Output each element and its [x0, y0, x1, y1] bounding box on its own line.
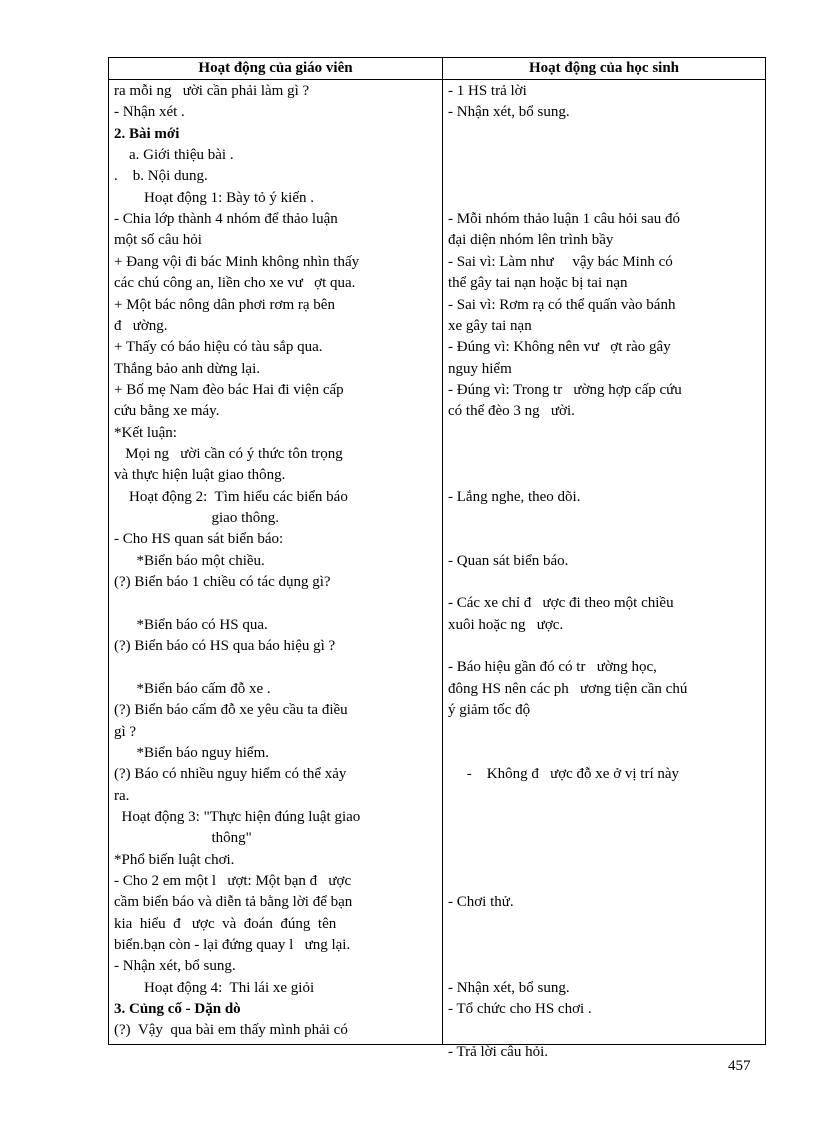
teacher-line: . b. Nội dung.: [114, 168, 208, 185]
header-teacher: Hoạt động của giáo viên: [198, 60, 353, 76]
header-divider: [109, 79, 765, 80]
student-line: thể gây tai nạn hoặc bị tai nạn: [448, 275, 628, 292]
teacher-line: - Nhận xét .: [114, 104, 185, 121]
student-line: ý giảm tốc độ: [448, 702, 531, 719]
teacher-line: kia hiểu đ ược và đoán đúng tên: [114, 915, 337, 932]
teacher-line: 3. Củng cố - Dặn dò: [114, 1001, 241, 1018]
teacher-line: Hoạt động 4: Thi lái xe giỏi: [114, 979, 315, 996]
teacher-line: đ ường.: [114, 317, 168, 334]
teacher-line: cầm biển báo và diễn tả bằng lời để bạn: [114, 894, 353, 911]
student-line: có thể đèo 3 ng ười.: [448, 403, 575, 420]
teacher-line: (?) Vậy qua bài em thấy mình phải có: [114, 1022, 348, 1039]
teacher-line: 2. Bài mới: [114, 125, 180, 142]
student-line: - Mỗi nhóm thảo luận 1 câu hỏi sau đó: [448, 211, 681, 228]
student-line: - Nhận xét, bổ sung.: [448, 979, 570, 996]
student-line: - Chơi thử.: [448, 894, 514, 911]
lesson-table: [108, 57, 766, 1060]
student-line: - Báo hiệu gần đó có tr ường học,: [448, 659, 657, 676]
header-student: Hoạt động của học sinh: [528, 60, 680, 76]
teacher-line: *Biển báo nguy hiểm.: [114, 744, 269, 761]
teacher-line: Hoạt động 2: Tìm hiểu các biển báo: [114, 488, 348, 505]
student-line: - Quan sát biển báo.: [448, 552, 569, 569]
teacher-line: *Biển báo cấm đỗ xe .: [114, 680, 271, 697]
teacher-line: (?) Báo có nhiều nguy hiểm có thể xảy: [114, 766, 347, 783]
teacher-line: ra mỗi ng ười cần phải làm gì ?: [114, 83, 310, 99]
teacher-line: (?) Biển báo 1 chiều có tác dụng gì?: [114, 574, 331, 591]
student-line: - Đúng vì: Trong tr ường hợp cấp cứu: [448, 381, 682, 398]
student-line: xuôi hoặc ng ược.: [448, 616, 564, 633]
teacher-line: thông": [114, 830, 252, 847]
teacher-line: - Nhận xét, bổ sung.: [114, 958, 236, 975]
teacher-line: và thực hiện luật giao thông.: [114, 467, 286, 484]
student-line: - 1 HS trả lời: [448, 83, 527, 99]
student-line: - Các xe chỉ đ ược đi theo một chiều: [448, 595, 674, 612]
teacher-line: một số câu hỏi: [114, 232, 202, 249]
page-number: 457: [728, 1058, 751, 1074]
teacher-line: biển.bạn còn - lại đứng quay l ưng lại.: [114, 937, 351, 953]
student-line: đông HS nên các ph ương tiện cần chú: [448, 680, 688, 697]
teacher-line: Hoạt động 3: "Thực hiện đúng luật giao: [114, 808, 361, 825]
student-line: nguy hiểm: [448, 360, 512, 377]
teacher-line: cứu bằng xe máy.: [114, 403, 220, 420]
teacher-line: giao thông.: [114, 510, 279, 526]
student-line: - Sai vì: Rơm rạ có thể quấn vào bánh: [448, 296, 676, 313]
student-line: - Đúng vì: Không nên vư ợt rào gây: [448, 339, 671, 356]
teacher-line: Thắng bảo anh dừng lại.: [114, 360, 261, 377]
teacher-line: + Bố mẹ Nam đèo bác Hai đi viện cấp: [114, 381, 344, 398]
student-line: - Sai vì: Làm như vậy bác Minh có: [448, 253, 673, 270]
teacher-line: các chú công an, liền cho xe vư ợt qua.: [114, 275, 356, 292]
student-line: xe gây tai nạn: [448, 317, 532, 334]
teacher-line: ra.: [114, 787, 130, 804]
teacher-line: - Chia lớp thành 4 nhóm để thảo luận: [114, 211, 338, 228]
teacher-line: Hoạt động 1: Bày tỏ ý kiến .: [114, 189, 314, 206]
student-line: - Tổ chức cho HS chơi .: [448, 1001, 592, 1018]
student-line: - Trả lời câu hỏi.: [448, 1043, 549, 1060]
teacher-line: gì ?: [114, 723, 137, 740]
teacher-line: *Phổ biến luật chơi.: [114, 851, 235, 868]
teacher-line: + Một bác nông dân phơi rơm rạ bên: [114, 296, 335, 313]
teacher-line: - Cho 2 em một l ượt: Một bạn đ ược: [114, 872, 352, 889]
teacher-line: *Biển báo một chiều.: [114, 552, 265, 569]
student-line: - Lắng nghe, theo dõi.: [448, 488, 581, 505]
teacher-line: + Đang vội đi bác Minh không nhìn thấy: [114, 253, 360, 270]
teacher-line: a. Giới thiệu bài .: [114, 147, 234, 164]
student-line: - Nhận xét, bổ sung.: [448, 104, 570, 121]
student-line: - Không đ ược đỗ xe ở vị trí này: [448, 766, 680, 783]
teacher-line: Mọi ng ười cần có ý thức tôn trọng: [114, 445, 343, 462]
teacher-line: *Kết luận:: [114, 424, 177, 441]
teacher-line: - Cho HS quan sát biển báo:: [114, 531, 284, 548]
student-line: đại diện nhóm lên trình bầy: [448, 232, 614, 249]
column-divider: [442, 58, 443, 1044]
teacher-line: (?) Biển báo cấm đỗ xe yêu cầu ta điều: [114, 702, 348, 719]
teacher-line: (?) Biển báo có HS qua báo hiệu gì ?: [114, 638, 336, 655]
teacher-line: *Biển báo có HS qua.: [114, 616, 268, 633]
teacher-line: + Thấy có báo hiệu có tàu sắp qua.: [114, 339, 323, 356]
